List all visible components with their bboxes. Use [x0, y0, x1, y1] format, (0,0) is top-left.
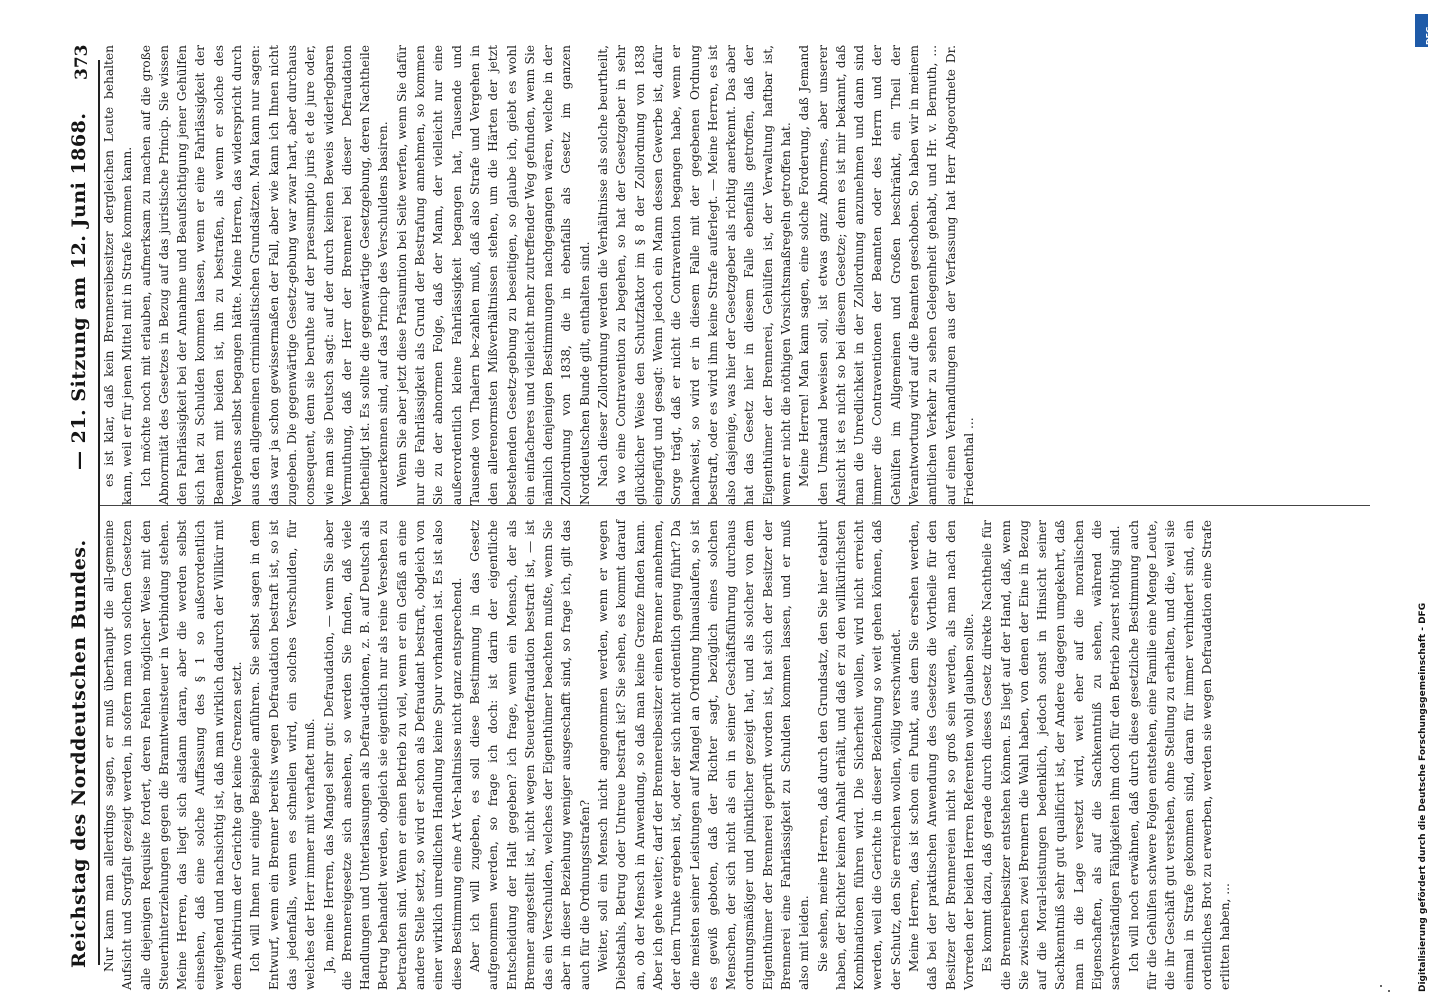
text-column-left-body — [100, 520, 1400, 990]
column-divider — [100, 505, 1370, 506]
paragraph: Ich will Ihnen nur einige Beispiele anführen. Sie selbst sagen in dem Entwurf, wenn ein Brenner bereits wegen Defraudation bestraft ist, so ist das jedenfalls, wenn es schnellen wird, ein solches Verschulden, für welches der Herr immer mit verhaftet muß. — [248, 520, 318, 990]
paragraph: Weiter, soll ein Mensch nicht angenommen werden, wenn er wegen Diebstahls, Betrug oder Untreue bestraft ist? Sie sehen, es kommt darauf an, ob der Mensch in Anwendung, so daß man keine Grenze finden kann. Aber ich gehe weiter; darf der Brennereibesitzer einen Brenner annehmen, der dem Trunke ergeben ist, oder der sich nicht ordentlich genug führt? Da die meisten seiner Leistungen auf Mangel an Ordnung hinauslaufen, so ist es gewiß geboten, daß der Richter sagt, bezüglich eines solchen Menschen, der sich nicht als ein in seiner Geschäftsführung durchaus ordnungsmäßiger und pünktlicher gezeigt hat, und als solcher von dem Eigenthümer der Brennerei geprüft worden ist, hat sich der Besitzer der Brennerei eine Fahrlässigkeit zu Schulden kommen lassen, und er muß also mit leiden. — [596, 520, 812, 990]
paragraph: Ich will noch erwähnen, daß durch diese gesetzliche Bestimmung auch für die Gehülfen schwere Folgen entstehen, eine Familie eine Menge Leute, die ihr Geschäft gut verstehen, ohne Stellung zu erhalten, und die, weil sie einmal in Strafe gekommen sind, daran für immer verhindert sind, ein ordentliches Brot zu erwerben, werden sie wegen Defraudation eine Strafe erlitten haben, ... — [1126, 520, 1233, 990]
scan-speck — [1380, 985, 1382, 987]
paragraph: Sie sehen, meine Herren, daß durch den Grundsatz, den Sie hier etablirt haben, der Richter keinen Anhalt erhält, und daß er zu den willkürlichsten Kombinationen führen wird. Die Sicherheit wollen, wird nicht erreicht werden, weil die Gerichte in dieser Beziehung so weit gehen können, daß der Schutz, den Sie erreichen wollen, völlig verschwindet. — [815, 520, 903, 990]
text-column-left — [100, 520, 1400, 990]
paragraph: es ist klar, daß kein Brennereibesitzer dergleichen Leute behalten kann, weil er für jenen Mittel mit in Strafe kommen kann. — [102, 45, 135, 505]
scan-speck — [1388, 990, 1390, 992]
paragraph: Wenn Sie aber jetzt diese Präsumtion bei Seite werfen, wenn Sie dafür nur die Fahrlässigkeit als Grund der Bestrafung annehmen, so kommen Sie zu der abnormen Folge, daß der Mann, der vielleicht nur eine außerordentlich kleine Fahrlässigkeit begangen hat, Tausende und Tausende von Thalern be-zahlen muß, daß also Strafe und Vergehen in den allerenormsten Mißverhältnissen stehen, um die Härten der jetzt bestehenden Gesetz-gebung zu beseitigen, so glaube ich, giebt es wohl ein einfacheres und vielleicht mehr zutreffender Weg gefunden, wenn Sie nämlich denjenigen Bestimmungen nachgegangen wären, welche in der Zollordnung von 1838, die in ebenfalls als Gesetz im ganzen Norddeutschen Bunde gilt, enthalten sind. — [394, 45, 592, 505]
paragraph: Aber ich will zugeben, es soll diese Bestimmung in das Gesetz aufgenommen werden, so frage ich doch: ist darin der eigentliche Entscheidung der Halt gegeben? ich frage, wenn ein Mensch, der als Brenner angestellt ist, nicht wegen Steuerdefraudation bestraft ist, — ist das ein Verschulden, welches der Eigenthümer beachten mußte, wenn Sie aber in dieser Beziehung weniger ausgeschafft sind, so frage ich, gilt das auch für die Ordnungsstrafen? — [467, 520, 592, 990]
paragraph: Nach dieser Zollordnung werden die Verhältnisse als solche beurtheilt, da wo eine Contravention zu begehen, so hat der Gesetzgeber in sehr glücklicher Weise den Schutzfaktor im § 8 der Zollordnung von 1838 eingefügt und gesagt: Wenn jedoch ein Mann dessen Gewerbe ist, dafür Sorge trägt, daß er nicht die Contravention begangen habe, wenn er nachweist, so wird er in diesem Falle mit der gegebenen Ordnung bestraft, oder es wird ihm keine Strafe auferlegt. — Meine Herren, es ist also dasjenige, was hier der Gesetzgeber als richtig anerkennt. Das aber hat das Gesetz hier in diesem Falle ebenfalls getroffen, daß der Eigenthümer der Brennerei, Gehülfen ist, der Verwaltung haftbar ist, wenn er nicht die nöthigen Vorsichtsmaßregeln getroffen hat. — [596, 45, 793, 505]
paragraph: Meine Herren, das ist schon ein Punkt, aus dem Sie ersehen werden, daß bei der praktischen Anwendung des Gesetzes die Vortheile für den Besitzer der Brennereien nicht so groß sein werden, als man nach den Vorreden der beiden Herren Referenten wohl glauben sollte. — [907, 520, 976, 990]
paragraph: Ja, meine Herren, das Mangel sehr gut: Defraudation, — wenn Sie aber die Brennereigesetze sich ansehen, so werden Sie finden, daß viele Handlungen und Unterlassungen als Defrau-dationen, z. B. auf Deutsch als Betrug behandelt werden, obgleich sie eigentlich nur als reine Versehen zu betrachten sind. Wenn er einen Betrieb zu viel, wenn er ein Gefäß an eine andere Stelle setzt, so wird er schon als Defraudant bestraft, obgleich von einer wirklich unredlichen Handlung keine Spur vorhanden ist. Es ist also diese Bestimmung eine Art Ver-haltnisse nicht ganz entsprechend. — [321, 520, 464, 990]
running-head-right: — 21. Sitzung am 12. Juni 1868. — [68, 112, 90, 470]
running-head-left: Reichstag des Norddeutschen Bundes. — [68, 539, 90, 968]
page-number: 373 — [72, 44, 92, 80]
paragraph: Nur kann man allerdings sagen, er muß überhaupt die all-gemeine Aufsicht und Sorgfalt gezeigt werden, in sofern man von solchen Gesetzen alle diejenigen Requisite fordert, deren Fehlen möglicher Weise mit den Steuerhinterziehungen gegen die Branntweinsteuer in Verbindung stehen. Meine Herren, das liegt sich alsdann daran, aber die werden selbst einsehen, daß eine solche Auffassung des § 1 so außerordentlich weitgehend und nachsichtig ist, daß man wirklich dadurch der Willkür mit dem Arbitrium der Gerichte gar keine Grenzen setzt. — [102, 520, 245, 990]
paragraph: Es kommt dazu, daß gerade durch dieses Gesetz direkte Nachtheile für die Brennereibesitzer entstehen können. Es liegt auf der Hand, daß, wenn Sie zwischen zwei Brennern die Wahl haben, von denen der Eine in Bezug auf die Moral-leistungen bedenklich, jedoch sonst in Hinsicht seiner Sachkenntniß sehr gut qualificirt ist, der Andere dagegen umgekehrt, daß man in die Lage versetzt wird, weit eher auf die moralischen Eigenschaften, als auf die Sachkenntniß zu sehen, während die sachverständigen Fähigkeiten ihm doch für den Betrieb zuerst nöthig sind. — [980, 520, 1123, 990]
dfg-logo-text: DFG — [1425, 26, 1434, 45]
text-column-right-body — [100, 45, 1400, 505]
digitization-credit: Digitalisierung gefördert durch die Deutsche Forschungsgemeinschaft - DFG — [1418, 602, 1428, 992]
paragraph: Ich möchte noch mit erlauben, aufmerksam zu machen auf die große Abnormität des Gesetzes in Bezug auf das juristische Princip. Sie wissen den Fahrlässigkeit bei der Annahme und Beaufsichtigung jener Gehülfen sich hat zu Schulden kommen lassen, wenn er eine Fahrlässigkeit der Beamten mit beiden ist, ihn zu bestrafen, als wenn er solche des Vergehens selbst begangen hätte. Meine Herren, das widerspricht durch aus den allgemeinen criminalistischen Grundsätzen. Man kann nur sagen: das war ja schon gewissermaßen der Fall, aber wie kann ich Ihnen nicht zugeben. Die gegenwärtige Gesetz-gebung war zwar hart, aber durchaus consequent, denn sie beruhte auf der praesumptio juris et de jure oder, wie man sie Deutsch sagt: auf der durch keinen Beweis widerlegbaren Vermuthung, daß der Herr der Brennerei bei dieser Defraudation betheiligt ist. Es sollte die gegenwärtige Gesetzgebung, deren Nachtheile anzuerkennen sind, auf das Princip des Verschuldens basiren. — [138, 45, 391, 505]
paragraph: Meine Herren! Man kann sagen, eine solche Forderung, daß Jemand den Umstand beweisen soll, ist etwas ganz Abnormes, aber unserer Ansicht ist es nicht so bei diesem Gesetze; denn es ist mir bekannt, daß man die Unredlichkeit in der Zollordnung anzunehmen und dann sind immer die Contraventionen der Beamten oder des Herrn und der Gehülfen im Allgemeinen und Großen beschränkt, ein Theil der Verantwortung wird auf die Beamten geschoben. So haben wir in meinem amtlichen Verkehr zu sehen Gelegenheit gehabt, und Hr. v. Bernuth, ... auf einen Verhandlungen aus der Verfassung hat Herr Abgeordnete Dr. Friedenthal ... — [797, 45, 976, 505]
text-column-right — [100, 45, 1400, 505]
